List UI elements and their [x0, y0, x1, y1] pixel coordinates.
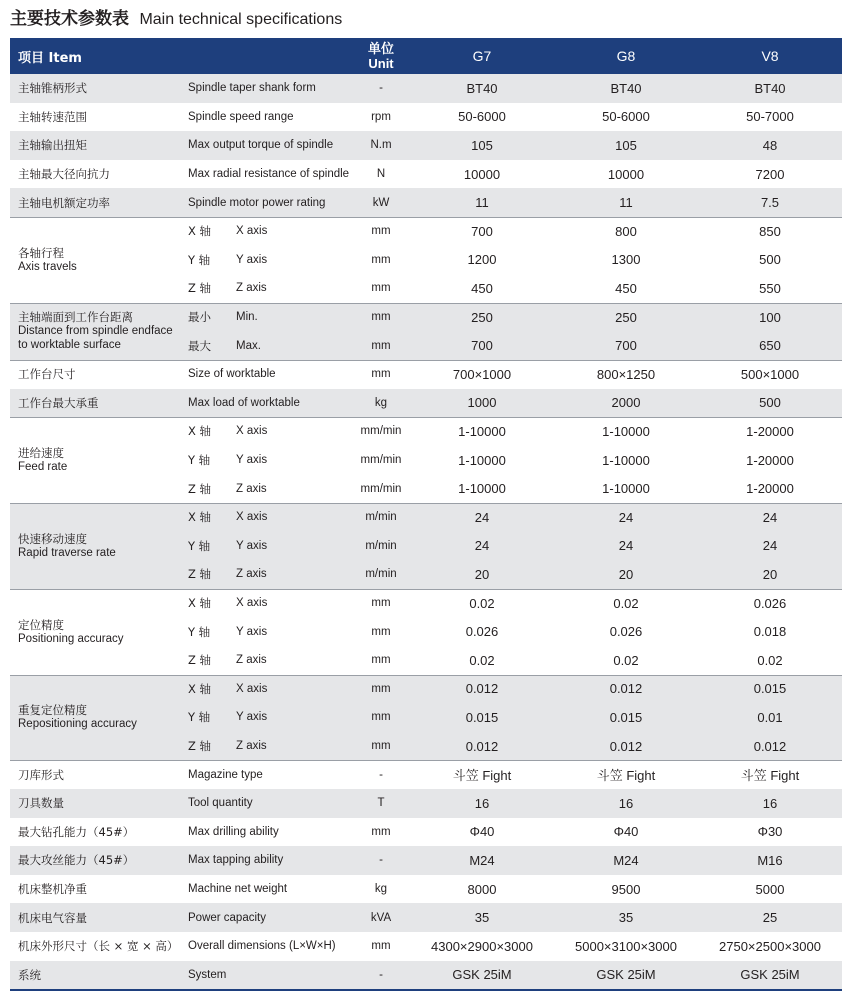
- group-label-cn: 进给速度: [18, 446, 64, 461]
- group-label-en: Positioning accuracy: [18, 632, 124, 645]
- spec-unit: mm: [371, 940, 391, 953]
- spec-label-en: Max output torque of spindle: [188, 139, 334, 152]
- sub-label-en: Y axis: [236, 253, 268, 266]
- spec-value-g8: 10000: [607, 166, 645, 182]
- spec-value-g7: 250: [471, 309, 493, 325]
- header-unit-cn: 单位: [367, 41, 394, 56]
- spec-value-g7: 1-10000: [458, 423, 506, 439]
- spec-label-en: Max load of worktable: [188, 396, 300, 409]
- spec-label-cn: 机床电气容量: [18, 910, 87, 925]
- group-label-en: Rapid traverse rate: [18, 546, 116, 559]
- sub-label-en: Z axis: [236, 740, 267, 753]
- spec-label-cn: 最大攻丝能力（45#）: [18, 853, 135, 868]
- spec-value-v8: 0.015: [753, 681, 787, 697]
- sub-label-en: X axis: [236, 511, 268, 524]
- spec-value-g7: M24: [469, 852, 495, 868]
- spec-unit: m/min: [365, 539, 397, 552]
- sub-label-cn: Z 轴: [188, 567, 212, 582]
- spec-value-g8: Φ40: [613, 824, 639, 840]
- spec-value-g7: 0.026: [465, 624, 499, 640]
- spec-value-v8: 20: [762, 566, 778, 582]
- group-label-cn: 重复定位精度: [18, 703, 87, 718]
- spec-value-v8: 斗笠 Fight: [740, 768, 800, 784]
- spec-unit: mm: [371, 311, 391, 324]
- group-label: [18, 303, 173, 360]
- spec-label-en: Overall dimensions (L×W×H): [188, 940, 336, 953]
- sub-label-en: Max.: [236, 339, 261, 352]
- spec-value-g8: 斗笠 Fight: [596, 768, 656, 784]
- spec-unit: m/min: [365, 568, 397, 581]
- spec-unit: mm: [371, 740, 391, 753]
- sub-label-cn: Y 轴: [188, 252, 211, 267]
- group-label-en: Repositioning accuracy: [18, 718, 137, 731]
- spec-value-g7: 700: [471, 223, 493, 239]
- spec-unit: mm/min: [360, 482, 402, 495]
- page-title: [10, 6, 342, 32]
- spec-unit: mm: [371, 225, 391, 238]
- spec-label-en: Power capacity: [188, 911, 266, 924]
- spec-unit: -: [379, 854, 383, 867]
- spec-value-g7: 24: [474, 509, 490, 525]
- spec-label-en: Tool quantity: [188, 797, 253, 810]
- spec-value-g8: 50-6000: [602, 109, 650, 125]
- spec-value-g8: 20: [618, 566, 634, 582]
- spec-value-v8: 1-20000: [746, 481, 794, 497]
- spec-value-v8: 0.01: [757, 709, 783, 725]
- spec-unit: mm: [371, 711, 391, 724]
- spec-unit: kg: [374, 396, 388, 409]
- sub-label-en: X axis: [236, 682, 268, 695]
- sub-label-en: Z axis: [236, 282, 267, 295]
- spec-unit: mm/min: [360, 425, 402, 438]
- spec-value-g8: 0.02: [613, 595, 639, 611]
- spec-value-g7: 0.02: [469, 652, 495, 668]
- spec-value-g7: 斗笠 Fight: [452, 768, 512, 784]
- spec-value-v8: 16: [762, 795, 778, 811]
- sub-label-cn: X 轴: [188, 224, 212, 239]
- spec-label-en: System: [188, 968, 227, 981]
- spec-label-en: Max drilling ability: [188, 825, 279, 838]
- spec-value-g8: 9500: [611, 881, 641, 897]
- spec-value-g8: M24: [613, 852, 639, 868]
- specifications-table: [10, 38, 842, 983]
- spec-label-cn: 机床整机净重: [18, 882, 87, 897]
- spec-value-g8: 5000×3100×3000: [575, 938, 677, 954]
- sub-label-en: X axis: [236, 425, 268, 438]
- spec-unit: mm: [371, 253, 391, 266]
- spec-value-g8: 0.015: [609, 709, 643, 725]
- spec-value-v8: 650: [759, 338, 781, 354]
- spec-unit: kVA: [370, 911, 392, 924]
- sub-label-en: Y axis: [236, 454, 268, 467]
- spec-label-cn: 主轴电机额定功率: [18, 195, 110, 210]
- group-label: [18, 217, 77, 303]
- spec-value-v8: 500: [759, 252, 781, 268]
- spec-value-v8: 0.026: [753, 595, 787, 611]
- spec-value-g7: 24: [474, 538, 490, 554]
- spec-value-v8: 24: [762, 538, 778, 554]
- spec-value-v8: 0.02: [757, 652, 783, 668]
- spec-label-en: Max radial resistance of spindle: [188, 168, 350, 181]
- spec-value-v8: 5000: [755, 881, 785, 897]
- spec-value-g8: 1-10000: [602, 423, 650, 439]
- spec-value-g7: 1200: [467, 252, 497, 268]
- spec-value-g8: 250: [615, 309, 637, 325]
- spec-value-v8: 850: [759, 223, 781, 239]
- sub-label-cn: Y 轴: [188, 453, 211, 468]
- spec-unit: -: [379, 82, 383, 95]
- group-label-en: Axis travels: [18, 260, 77, 273]
- sub-label-en: Z axis: [236, 654, 267, 667]
- spec-label-en: Spindle speed range: [188, 110, 294, 123]
- spec-value-v8: 500×1000: [740, 366, 800, 382]
- spec-label-en: Magazine type: [188, 768, 263, 781]
- spec-value-g7: 700×1000: [452, 366, 512, 382]
- spec-unit: -: [379, 768, 383, 781]
- spec-unit: m/min: [365, 511, 397, 524]
- spec-unit: mm/min: [360, 454, 402, 467]
- spec-value-g8: 1-10000: [602, 452, 650, 468]
- spec-label-en: Size of worktable: [188, 368, 276, 381]
- sub-label-cn: X 轴: [188, 424, 212, 439]
- spec-label-en: Spindle motor power rating: [188, 196, 326, 209]
- spec-value-v8: 24: [762, 509, 778, 525]
- spec-value-g8: 16: [618, 795, 634, 811]
- sub-label-cn: 最小: [188, 310, 211, 325]
- spec-unit: -: [379, 968, 383, 981]
- spec-value-g8: 24: [618, 509, 634, 525]
- spec-unit: mm: [371, 339, 391, 352]
- header-item: 项目 Item: [18, 50, 82, 66]
- spec-value-v8: 48: [762, 137, 778, 153]
- sub-label-cn: X 轴: [188, 596, 212, 611]
- group-label-cn: 快速移动速度: [18, 531, 87, 546]
- header-model-v8: V8: [761, 48, 779, 64]
- spec-value-g8: 1-10000: [602, 481, 650, 497]
- sub-label-en: Y axis: [236, 539, 268, 552]
- table-bottom-rule: [10, 989, 842, 991]
- spec-value-g7: 1-10000: [458, 481, 506, 497]
- spec-value-g8: 35: [618, 910, 634, 926]
- spec-value-v8: 500: [759, 395, 781, 411]
- sub-label-cn: Z 轴: [188, 739, 212, 754]
- sub-label-en: Min.: [236, 311, 258, 324]
- spec-value-g7: Φ40: [469, 824, 495, 840]
- spec-value-v8: 1-20000: [746, 423, 794, 439]
- sub-label-en: Y axis: [236, 711, 268, 724]
- spec-value-v8: M16: [757, 852, 783, 868]
- spec-value-g7: GSK 25iM: [452, 967, 512, 983]
- group-label: [18, 589, 123, 675]
- spec-value-v8: GSK 25iM: [740, 967, 800, 983]
- spec-value-g8: 0.026: [609, 624, 643, 640]
- spec-unit: mm: [371, 654, 391, 667]
- sub-label-en: Z axis: [236, 482, 267, 495]
- spec-value-v8: 1-20000: [746, 452, 794, 468]
- spec-label-cn: 刀库形式: [18, 767, 64, 782]
- sub-label-en: Z axis: [236, 568, 267, 581]
- spec-value-g7: 20: [474, 566, 490, 582]
- spec-value-v8: 7.5: [760, 195, 780, 211]
- sub-label-cn: Y 轴: [188, 538, 211, 553]
- spec-label-cn: 最大钻孔能力（45#）: [18, 824, 135, 839]
- sub-label-cn: Y 轴: [188, 710, 211, 725]
- spec-value-g7: 1000: [467, 395, 497, 411]
- spec-value-v8: Φ30: [757, 824, 783, 840]
- group-label: [18, 503, 116, 589]
- spec-value-v8: 50-7000: [746, 109, 794, 125]
- spec-unit: kg: [374, 883, 388, 896]
- sub-label-en: Y axis: [236, 625, 268, 638]
- spec-value-v8: 550: [759, 280, 781, 296]
- spec-value-g7: 10000: [463, 166, 501, 182]
- spec-label-cn: 主轴输出扭矩: [18, 138, 87, 153]
- spec-value-g7: 450: [471, 280, 493, 296]
- spec-value-g7: 0.02: [469, 595, 495, 611]
- group-label-cn: 定位精度: [18, 617, 64, 632]
- group-label-en-line2: to worktable surface: [18, 339, 121, 352]
- spec-value-g8: BT40: [610, 80, 642, 96]
- group-label-cn: 主轴端面到工作台距离: [18, 310, 133, 325]
- spec-label-cn: 主轴锥柄形式: [18, 81, 87, 96]
- spec-value-g7: 0.012: [465, 738, 499, 754]
- sub-label-cn: Y 轴: [188, 624, 211, 639]
- page-title-cn: 主要技术参数表: [10, 9, 129, 29]
- spec-unit: rpm: [371, 110, 391, 123]
- spec-unit: mm: [371, 282, 391, 295]
- group-label: [18, 675, 137, 761]
- sub-label-en: X axis: [236, 597, 268, 610]
- spec-unit: mm: [371, 625, 391, 638]
- spec-label-cn: 主轴转速范围: [18, 109, 87, 124]
- spec-label-cn: 主轴最大径向抗力: [18, 167, 110, 182]
- group-label: [18, 417, 67, 503]
- spec-unit: mm: [371, 682, 391, 695]
- spec-value-g7: 0.012: [465, 681, 499, 697]
- spec-value-g8: 24: [618, 538, 634, 554]
- spec-unit: T: [377, 797, 385, 810]
- spec-value-g8: 0.02: [613, 652, 639, 668]
- sub-label-cn: X 轴: [188, 510, 212, 525]
- spec-value-g7: 50-6000: [458, 109, 506, 125]
- spec-value-g8: 0.012: [609, 681, 643, 697]
- spec-value-v8: 25: [762, 910, 778, 926]
- spec-value-g8: 450: [615, 280, 637, 296]
- sub-label-cn: Z 轴: [188, 281, 212, 296]
- spec-label-en: Machine net weight: [188, 883, 288, 896]
- sub-label-en: X axis: [236, 225, 268, 238]
- sub-label-cn: Z 轴: [188, 481, 212, 496]
- spec-unit: mm: [371, 597, 391, 610]
- group-label-en: Feed rate: [18, 461, 68, 474]
- spec-unit: N.m: [370, 139, 392, 152]
- spec-value-g8: 800×1250: [596, 366, 656, 382]
- spec-value-v8: BT40: [754, 80, 786, 96]
- spec-value-g8: GSK 25iM: [596, 967, 656, 983]
- sub-label-cn: Z 轴: [188, 653, 212, 668]
- spec-value-g8: 700: [615, 338, 637, 354]
- page-title-en: Main technical specifications: [139, 11, 343, 28]
- spec-value-v8: 2750×2500×3000: [719, 938, 821, 954]
- spec-value-v8: 100: [759, 309, 781, 325]
- table-header: [10, 38, 842, 74]
- spec-value-g8: 800: [615, 223, 637, 239]
- spec-value-g7: 8000: [467, 881, 497, 897]
- spec-value-g8: 11: [619, 195, 633, 211]
- spec-value-v8: 7200: [755, 166, 785, 182]
- group-label-cn: 各轴行程: [18, 245, 64, 260]
- spec-label-cn: 刀具数量: [18, 796, 64, 811]
- spec-unit: mm: [371, 368, 391, 381]
- spec-value-g8: 0.012: [609, 738, 643, 754]
- spec-value-g7: 4300×2900×3000: [431, 938, 533, 954]
- spec-label-cn: 机床外形尺寸（长 × 宽 × 高）: [18, 939, 179, 954]
- spec-value-g7: 105: [471, 137, 493, 153]
- header-unit-en: Unit: [368, 56, 394, 71]
- spec-label-en: Spindle taper shank form: [188, 82, 316, 95]
- header-unit: [358, 38, 404, 74]
- spec-unit: N: [376, 168, 386, 181]
- spec-label-cn: 系统: [18, 967, 41, 982]
- spec-label-cn: 工作台尺寸: [18, 367, 76, 382]
- spec-value-g7: 35: [474, 910, 490, 926]
- spec-unit: mm: [371, 825, 391, 838]
- spec-unit: kW: [372, 196, 390, 209]
- spec-value-g7: 700: [471, 338, 493, 354]
- spec-value-v8: 0.018: [753, 624, 787, 640]
- spec-value-g7: 1-10000: [458, 452, 506, 468]
- spec-value-g8: 1300: [611, 252, 641, 268]
- spec-value-v8: 0.012: [753, 738, 787, 754]
- spec-value-g7: BT40: [466, 80, 498, 96]
- sub-label-cn: X 轴: [188, 681, 212, 696]
- spec-label-cn: 工作台最大承重: [18, 395, 99, 410]
- header-model-g8: G8: [616, 48, 636, 64]
- spec-value-g7: 0.015: [465, 709, 499, 725]
- spec-value-g7: 16: [474, 795, 490, 811]
- spec-value-g7: 11: [475, 195, 489, 211]
- group-label-en: Distance from spindle endface: [18, 325, 173, 338]
- spec-value-g8: 2000: [611, 395, 641, 411]
- spec-value-g8: 105: [615, 137, 637, 153]
- spec-label-en: Max tapping ability: [188, 854, 284, 867]
- header-model-g7: G7: [472, 48, 492, 64]
- sub-label-cn: 最大: [188, 338, 211, 353]
